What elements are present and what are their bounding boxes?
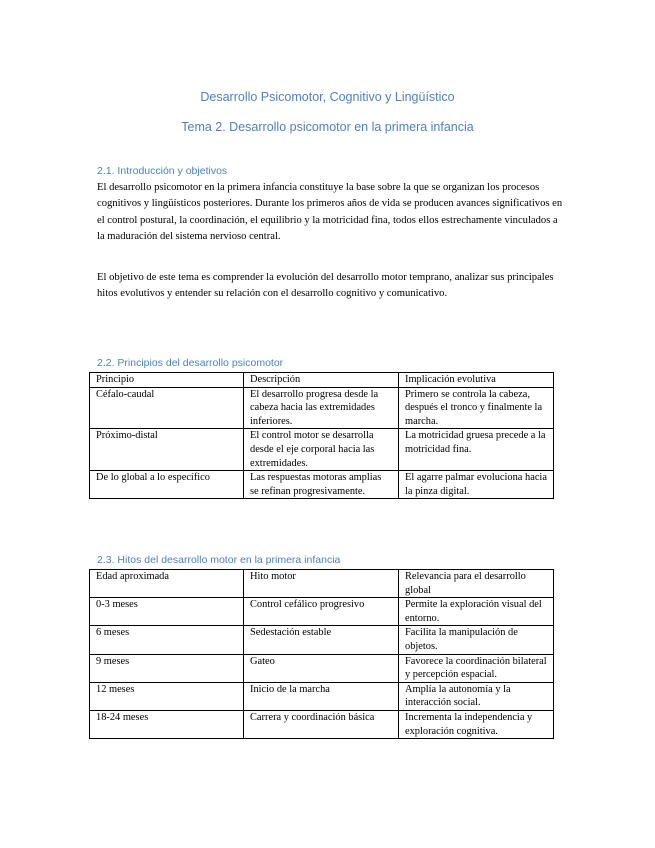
table-row <box>90 710 554 738</box>
principles-table <box>89 372 554 499</box>
document-title: Desarrollo Psicomotor, Cognitivo y Lingüístico <box>200 90 455 104</box>
table-row <box>90 471 554 499</box>
table-header-cell: Principio <box>90 373 244 388</box>
table-cell: Permite la exploración visual del entorno. <box>399 598 554 626</box>
table-header-cell: Implicación evolutiva <box>399 373 554 388</box>
table-cell: La motricidad gruesa precede a la motricidad fina. <box>399 429 554 471</box>
document-subtitle: Tema 2. Desarrollo psicomotor en la primera infancia <box>181 120 474 134</box>
intro-paragraph-1: El desarrollo psicomotor en la primera infancia constituye la base sobre la que se organizan los procesos cognitivos y lingüísticos posteriores. Durante los primeros años de vida se producen avances significativos en el control postural, la coordinación, el equilibrio y la motricidad fina, todos ellos estrechamente vinculados a la maduración del sistema nervioso central. <box>97 182 563 243</box>
table-cell: Primero se controla la cabeza, después el tronco y finalmente la marcha. <box>399 387 554 429</box>
table-cell: Amplía la autonomía y la interacción social. <box>399 682 554 710</box>
table-cell: 0-3 meses <box>90 598 244 626</box>
table-cell: Sedestación estable <box>244 626 399 654</box>
table-header-cell: Edad aproximada <box>90 570 244 598</box>
section-heading-principles: 2.2. Principios del desarrollo psicomotor <box>97 357 284 369</box>
table-cell: De lo global a lo específico <box>90 471 244 499</box>
table-cell: Inicio de la marcha <box>244 682 399 710</box>
table-header-cell: Hito motor <box>244 570 399 598</box>
table-cell: Céfalo-caudal <box>90 387 244 429</box>
table-row <box>90 654 554 682</box>
table-cell: 12 meses <box>90 682 244 710</box>
table-header-row <box>90 373 554 388</box>
table-cell: El control motor se desarrolla desde el eje corporal hacia las extremidades. <box>244 429 399 471</box>
table-header-cell: Relevancia para el desarrollo global <box>399 570 554 598</box>
table-cell: Gateo <box>244 654 399 682</box>
table-cell: El desarrollo progresa desde la cabeza hacia las extremidades inferiores. <box>244 387 399 429</box>
section-heading-milestones: 2.3. Hitos del desarrollo motor en la primera infancia <box>97 554 341 566</box>
milestones-table <box>89 569 554 739</box>
table-cell: 9 meses <box>90 654 244 682</box>
table-cell: El agarre palmar evoluciona hacia la pinza digital. <box>399 471 554 499</box>
table-row <box>90 387 554 429</box>
table-row <box>90 429 554 471</box>
table-cell: Facilita la manipulación de objetos. <box>399 626 554 654</box>
table-row <box>90 626 554 654</box>
table-cell: Carrera y coordinación básica <box>244 710 399 738</box>
table-cell: Incrementa la independencia y exploración cognitiva. <box>399 710 554 738</box>
section-heading-intro: 2.1. Introducción y objetivos <box>97 165 228 177</box>
table-cell: 6 meses <box>90 626 244 654</box>
table-cell: Favorece la coordinación bilateral y percepción espacial. <box>399 654 554 682</box>
table-row <box>90 682 554 710</box>
table-cell: Control cefálico progresivo <box>244 598 399 626</box>
table-row <box>90 598 554 626</box>
table-cell: Las respuestas motoras amplias se refinan progresivamente. <box>244 471 399 499</box>
table-cell: Próximo-distal <box>90 429 244 471</box>
table-header-cell: Descripción <box>244 373 399 388</box>
table-header-row <box>90 570 554 598</box>
intro-paragraph-2: El objetivo de este tema es comprender la evolución del desarrollo motor temprano, analizar sus principales hitos evolutivos y entender su relación con el desarrollo cognitivo y comunicativo. <box>97 272 554 300</box>
table-cell: 18-24 meses <box>90 710 244 738</box>
